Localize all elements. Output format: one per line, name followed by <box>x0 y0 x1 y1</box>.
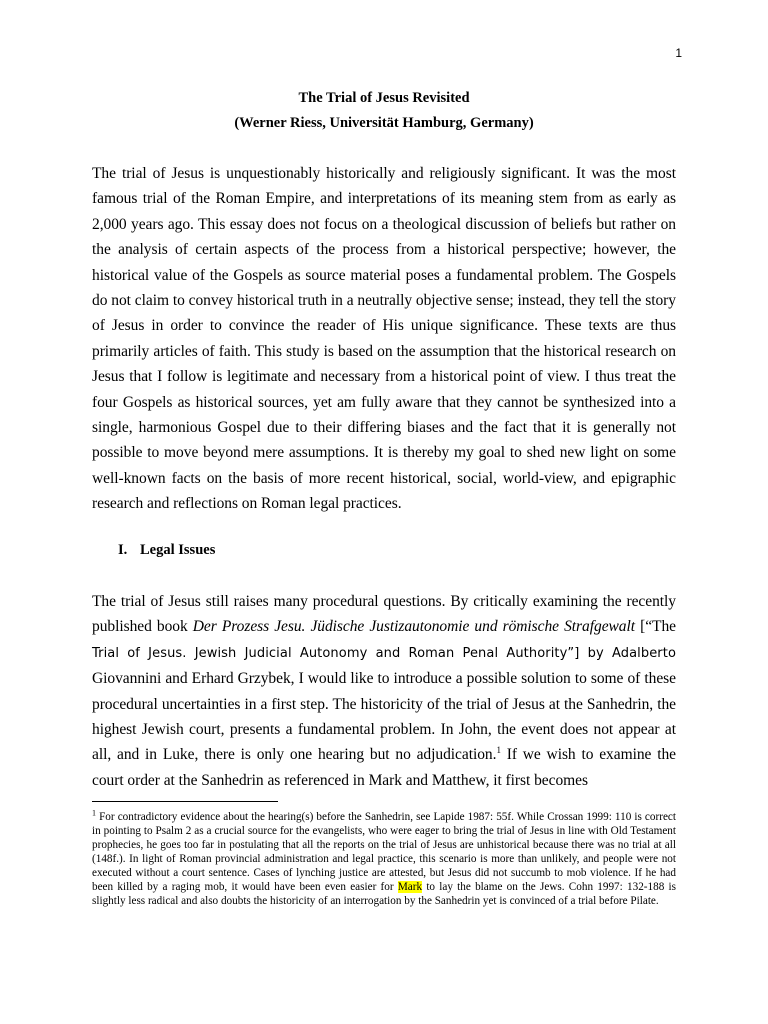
highlighted-word[interactable]: Mark <box>397 881 423 893</box>
footnote-divider <box>92 801 278 802</box>
section-title: Legal Issues <box>140 542 216 558</box>
legal-issues-paragraph <box>92 589 676 793</box>
section-heading <box>118 540 215 560</box>
author-line: (Werner Riess, Universität Hamburg, Germany) <box>234 115 534 131</box>
page-number: 1 <box>675 46 682 60</box>
book-title: Der Prozess Jesu. Jüdische Justizautonomie und römische Strafgewalt <box>192 618 636 636</box>
footnote-number: 1 <box>92 808 96 818</box>
footnote-reference[interactable]: 1 <box>496 745 501 756</box>
section-number: I. <box>118 542 128 558</box>
book-title-translation: Trial of Jesus. Jewish Judicial Autonomy and Roman Penal Authority”] by Adalberto <box>92 645 676 661</box>
footnote-text-start: For contradictory evidence about the hearing(s) before the Sanhedrin, see Lapide 1987: 55f. While Crossan 1999: 110 is correct in pointing to Psalm 2 as a crucial source for the evangelists, who were eager to bring the trial of Jesus in line with Old Testament prophecies, he goes too far in postulating that all the reports on the trial of Jesus are unhistorical because there was no trial at all (148f.). In light of Roman provincial administration and legal practice, this scenario is more than unlikely, and people were not executed without a court sentence. Cases of lynching justice are attested, but Jesus did not succumb to mob violence. If he had been killed by a raging mob, it would have been even easier for <box>92 811 676 893</box>
footnote-text-end: to lay the blame on the Jews. Cohn 1997: 132-188 is slightly less radical and also doubts the historicity of an interrogation by the Sanhedrin yet is convinced of a trial before Pilate. <box>92 881 676 907</box>
paragraph-text-start: The trial of Jesus still raises many procedural questions. By critically examining the recently published book <box>92 593 676 636</box>
intro-paragraph: The trial of Jesus is unquestionably historically and religiously significant. It was the most famous trial of the Roman Empire, and interpretations of its meaning stem from as early as 2,000 years ago. This essay does not focus on a theological discussion of beliefs but rather on the analysis of certain aspects of the process from a historical perspective; however, the historical value of the Gospels as source material poses a fundamental problem. The Gospels do not claim to convey historical truth in a neutrally objective sense; instead, they tell the story of Jesus in order to convince the reader of His unique significance. These texts are thus primarily articles of faith. This study is based on the assumption that the historical research on Jesus that I follow is legitimate and necessary from a historical point of view. I thus treat the four Gospels as historical sources, yet am fully aware that they cannot be synthesized into a single, harmonious Gospel due to their differing biases and the fact that it is generally not possible to move beyond mere assumptions. It is thereby my goal to shed new light on some well-known facts on the basis of more recent historical, social, world-view, and epigraphic research and reflections on Roman legal practices. <box>92 165 676 513</box>
title-block <box>92 86 676 136</box>
footnote <box>92 810 676 908</box>
paragraph-text-end: If we wish to examine the court order at the Sanhedrin as referenced in Mark and Matthew, it first becomes <box>92 746 676 789</box>
page-title: The Trial of Jesus Revisited <box>298 90 470 106</box>
paragraph-text-middle: Giovannini and Erhard Grzybek, I would like to introduce a possible solution to some of these procedural uncertainties in a first step. The historicity of the trial of Jesus at the Sanhedrin, the highest Jewish court, presents a fundamental problem. In John, the event does not appear at all, and in Luke, there is only one hearing but no adjudication. <box>92 670 676 764</box>
translation-open: [“The <box>635 618 676 636</box>
